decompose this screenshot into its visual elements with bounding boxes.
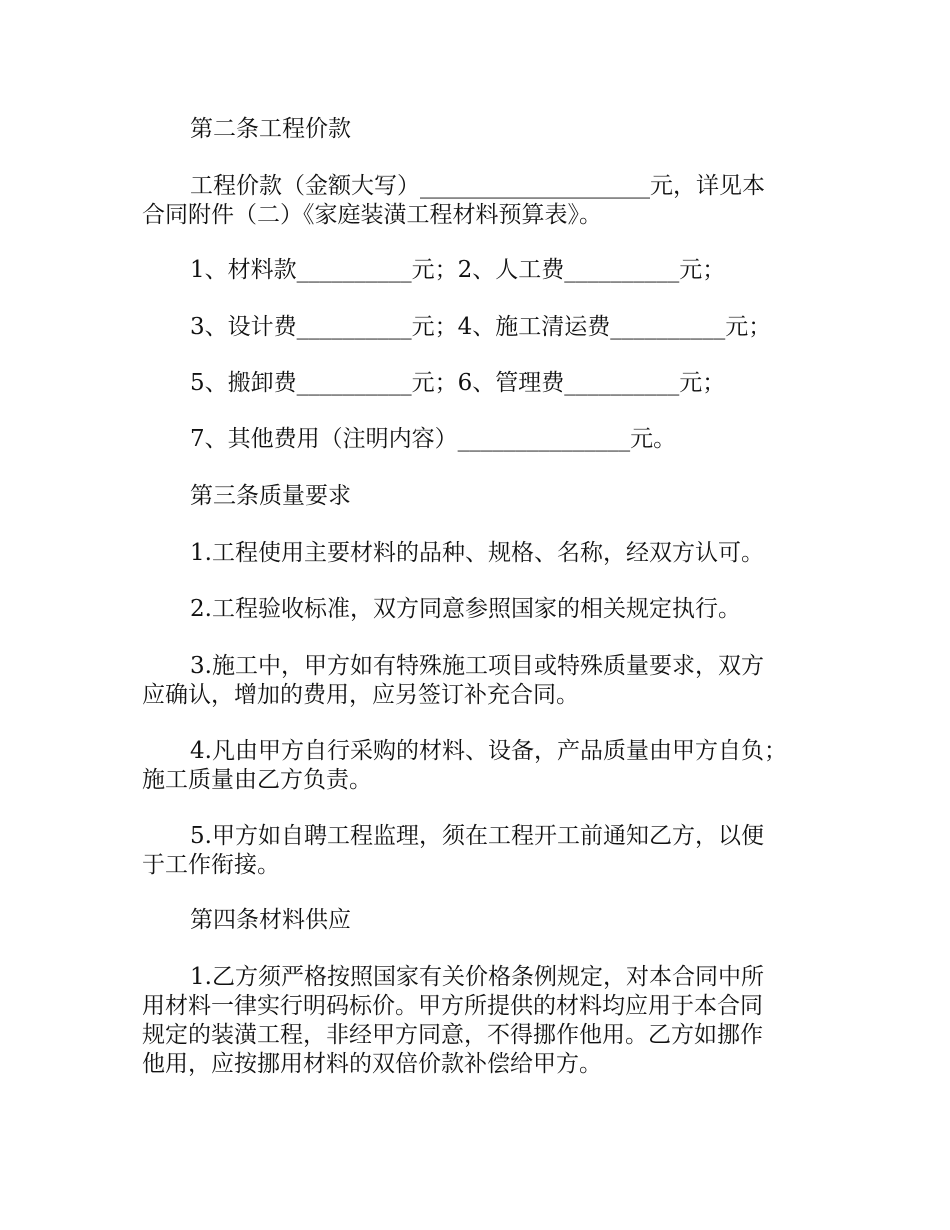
fee-items-1-2: [142, 256, 832, 285]
paragraph-line: 工程价款（金额大写）____________________元，详见本: [190, 173, 765, 199]
paragraph-line: 规定的装潢工程，非经甲方同意，不得挪作他用。乙方如挪作: [142, 1022, 763, 1048]
section-3-heading: [142, 482, 832, 511]
project-price-paragraph: [142, 172, 832, 230]
paragraph-line: 合同附件（二）《家庭装潢工程材料预算表》。: [142, 202, 602, 228]
paragraph-line: 5.甲方如自聘工程监理，须在工程开工前通知乙方，以便: [190, 823, 764, 849]
heading-text: 第四条材料供应: [190, 907, 351, 933]
quality-clause-2: [142, 595, 832, 624]
paragraph-line: 4.凡由甲方自行采购的材料、设备，产品质量由甲方自负；: [190, 738, 787, 764]
section-4-heading: [142, 906, 832, 935]
paragraph-line: 应确认，增加的费用，应另签订补充合同。: [142, 682, 579, 708]
fee-line: 1、材料款__________元；2、人工费__________元；: [190, 257, 726, 283]
paragraph-line: 于工作衔接。: [142, 852, 280, 878]
quality-clause-1: [142, 539, 832, 568]
heading-text: 第三条质量要求: [190, 483, 351, 509]
paragraph-line: 1.乙方须严格按照国家有关价格条例规定，对本合同中所: [190, 964, 764, 990]
quality-clause-4: [142, 737, 832, 795]
paragraph-line: 他用，应按挪用材料的双倍价款补偿给甲方。: [142, 1051, 602, 1077]
material-clause-1: [142, 963, 832, 1079]
fee-line: 3、设计费__________元；4、施工清运费__________元；: [190, 314, 772, 340]
quality-clause-5: [142, 822, 832, 880]
paragraph-line: 3.施工中，甲方如有特殊施工项目或特殊质量要求，双方: [190, 653, 764, 679]
quality-clause-3: [142, 652, 832, 710]
heading-text: 第二条工程价款: [190, 116, 351, 142]
fee-items-5-6: [142, 369, 832, 398]
paragraph-line: 用材料一律实行明码标价。甲方所提供的材料均应用于本合同: [142, 993, 763, 1019]
paragraph-line: 1.工程使用主要材料的品种、规格、名称，经双方认可。: [190, 540, 764, 566]
section-2-heading: [142, 115, 832, 144]
fee-items-3-4: [142, 313, 832, 342]
fee-item-7: [142, 425, 832, 454]
paragraph-line: 2.工程验收标准，双方同意参照国家的相关规定执行。: [190, 596, 741, 622]
fee-line: 5、搬卸费__________元；6、管理费__________元；: [190, 370, 726, 396]
paragraph-line: 施工质量由乙方负责。: [142, 767, 372, 793]
fee-line: 7、其他费用（注明内容）_______________元。: [190, 426, 677, 452]
